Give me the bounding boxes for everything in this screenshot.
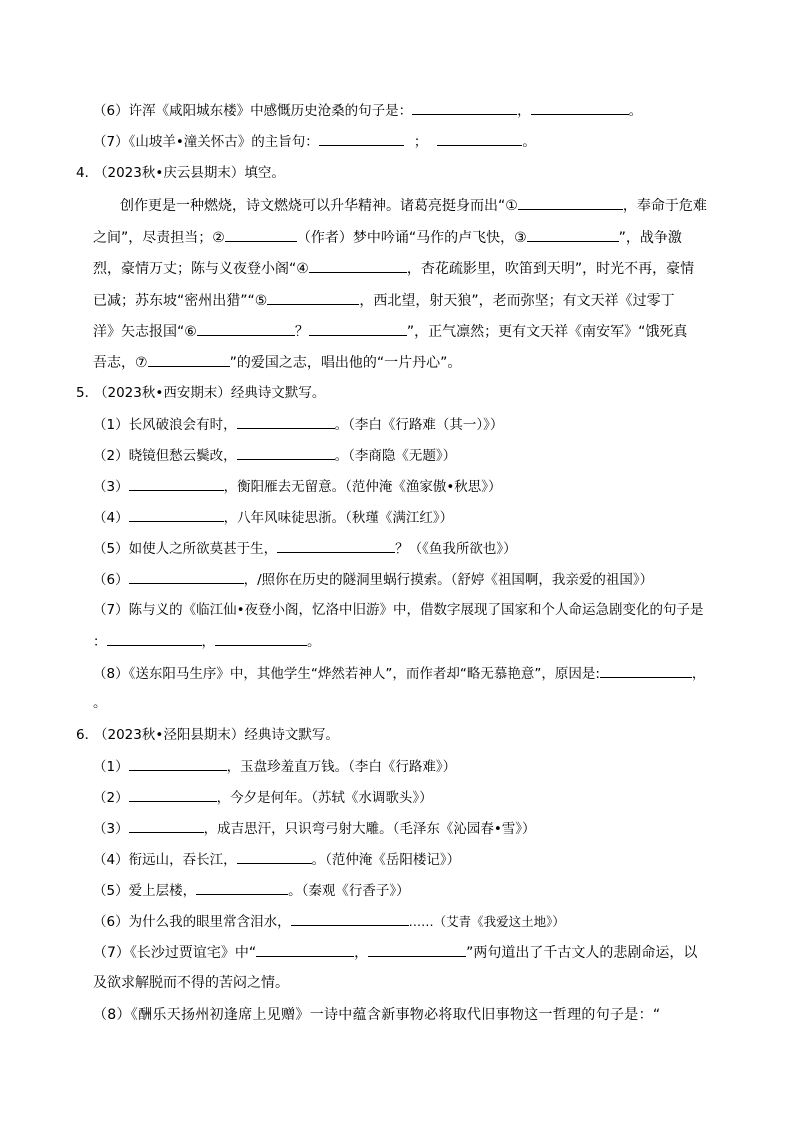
answer-blank[interactable]: [148, 352, 230, 367]
q6-item-5: [93, 880, 410, 901]
text: ，今夕是何年。（苏轼《水调歌头》）: [216, 790, 433, 806]
text: ，八年风味徒思浙。（秋瑾《满江红》）: [223, 510, 454, 526]
answer-blank[interactable]: [225, 227, 297, 242]
circled-number: ⑥: [184, 324, 197, 340]
text: （7）陈与义的《临江仙•夜登小阁，忆洛中旧游》中，借数字展现了国家和个人命运急剧变化的句子是: [93, 602, 704, 618]
q5-item-1: [93, 414, 503, 435]
text: 之间”，尽责担当；: [93, 230, 213, 246]
text: （6）为什么我的眼里常含泪水，: [93, 914, 291, 930]
answer-blank[interactable]: [600, 663, 692, 678]
text: ？（《鱼我所欲也》）: [395, 541, 517, 557]
q5-item-4: [93, 507, 453, 528]
text: ”两句道出了千古文人的悲剧命运，以: [466, 945, 698, 961]
text: ”的爱国之志，唱出他的“一片丹心”。: [229, 355, 462, 371]
text: （7）《长沙过贾谊宅》中“: [93, 945, 257, 961]
punct: 。: [93, 695, 107, 711]
q4-line-1: [120, 195, 707, 216]
text: （3）: [93, 479, 129, 495]
text: 。（范仲淹《岳阳楼记》）: [311, 852, 461, 868]
q6-item-4: [93, 849, 460, 870]
answer-blank[interactable]: [256, 942, 354, 957]
circled-number: ⑦: [135, 355, 148, 371]
answer-blank[interactable]: [129, 756, 227, 771]
text: ，成吉思汗，只识弯弓射大雕。（毛泽东《沁园春•雪》）: [203, 821, 536, 837]
answer-blank[interactable]: [129, 787, 217, 802]
q3-item-7: [93, 131, 536, 152]
text: （5）如使人之所欲莫甚于生，: [93, 541, 278, 557]
answer-blank[interactable]: [319, 131, 404, 146]
answer-blank[interactable]: [129, 569, 244, 584]
text: ，/照你在历史的隧洞里蜗行摸索。（舒婷《祖国啊，我亲爱的祖国》）: [243, 572, 654, 588]
q4-line-4: [93, 290, 675, 311]
q6-item-7: [93, 942, 697, 963]
q6-item-1: [93, 756, 456, 777]
question-source: （2023秋•泾阳县期末）经典诗文默写。: [94, 727, 339, 743]
q3-item-6: [93, 100, 642, 121]
answer-blank[interactable]: [107, 631, 202, 646]
text: （2）: [93, 790, 129, 806]
text: （8）《送东阳马生序》中，其他学生“烨然若神人”，而作者却“略无慕艳意”，原因是:: [93, 666, 600, 682]
text: ，西北望，射天狼”，老而弥坚；有文天祥《过零丁: [359, 293, 675, 309]
punct: ，: [691, 666, 706, 682]
circled-number: ⑤: [254, 293, 268, 309]
q3-item-6-text: （6）许浑《咸阳城东楼》中感慨历史沧桑的句子是：: [93, 103, 413, 119]
punct: ？: [294, 324, 309, 340]
text: ”，正气凛然；更有文天祥《南安军》“饿死真: [406, 324, 688, 340]
answer-blank[interactable]: [237, 849, 312, 864]
answer-blank[interactable]: [309, 258, 407, 273]
text: （1）: [93, 759, 129, 775]
answer-blank[interactable]: [215, 631, 307, 646]
question-source: （2023秋•庆云县期末）填空。: [94, 165, 285, 181]
text: （4）: [93, 510, 129, 526]
text: 。（李白《行路难（其一）》）: [334, 417, 504, 433]
q4-line-6: [93, 352, 461, 373]
text: （作者）梦中吟诵“马作的卢飞快，: [296, 230, 515, 246]
text: （8）《酬乐天扬州初逢席上见赠》一诗中蕴含新事物必将取代旧事物这一哲理的句子是：“: [93, 1007, 661, 1023]
text: 吾志，: [93, 355, 135, 371]
text: 烈，豪情万丈；陈与义夜登小阁“: [93, 261, 297, 277]
q5-item-7: [93, 600, 704, 620]
question-5-header: [76, 383, 325, 403]
text: ，衡阳雁去无留意。（范仲淹《渔家傲•秋思》）: [223, 479, 502, 495]
q6-item-2: [93, 787, 433, 808]
q5-item-5: [93, 538, 517, 559]
punct: 。: [628, 103, 643, 119]
answer-blank[interactable]: [237, 414, 335, 429]
text: 。（秦观《行香子》）: [288, 883, 410, 899]
q5-item-2: [93, 445, 456, 466]
text: 洋》矢志报国“: [93, 324, 185, 340]
text: （4）衔远山，吞长江，: [93, 852, 237, 868]
text: ，杏花疏影里，吹笛到天明”，时光不再，豪情: [406, 261, 695, 277]
circled-number: ②: [212, 230, 225, 246]
answer-blank[interactable]: [309, 321, 407, 336]
q6-item-3: [93, 818, 536, 839]
punct: ，: [517, 103, 531, 119]
text: 已减；苏东坡“密州出猎”“: [93, 293, 255, 309]
q6-item-7-cont: [93, 973, 289, 993]
q5-item-8: [93, 663, 705, 684]
text: ”，战争激: [618, 230, 682, 246]
q6-item-8: [93, 1005, 660, 1025]
answer-blank[interactable]: [527, 227, 619, 242]
punct: ，: [201, 634, 215, 650]
text: 创作更是一种燃烧，诗文燃烧可以升华精神。诸葛亮挺身而出“: [120, 198, 506, 214]
punct: ：: [93, 634, 107, 650]
punct: ，: [354, 945, 369, 961]
answer-blank[interactable]: [267, 290, 359, 305]
circled-number: ③: [514, 230, 527, 246]
answer-blank[interactable]: [437, 131, 522, 146]
answer-blank[interactable]: [518, 195, 623, 210]
text: ，奉命于危难: [622, 198, 707, 214]
q3-item-7-text: （7）《山坡羊•潼关怀古》的主旨句：: [93, 134, 319, 150]
q4-line-3: [93, 258, 694, 279]
text: 。（李商隐《无题》）: [334, 448, 457, 464]
answer-blank[interactable]: [129, 507, 224, 522]
question-source: （2023秋•西安期末）经典诗文默写。: [94, 385, 326, 401]
answer-blank[interactable]: [197, 321, 295, 336]
q5-item-6: [93, 569, 653, 590]
text: ，玉盘珍羞直万钱。（李白《行路难》）: [226, 759, 457, 775]
text: （6）: [93, 572, 129, 588]
question-number: 5．: [76, 385, 99, 401]
answer-blank[interactable]: [277, 538, 395, 553]
punct: ；: [413, 134, 428, 150]
answer-blank[interactable]: [531, 100, 629, 115]
circled-number: ④: [296, 261, 309, 277]
answer-blank[interactable]: [291, 911, 409, 926]
answer-blank[interactable]: [129, 818, 204, 833]
question-4-header: [76, 163, 285, 183]
text: （5）爱上层楼，: [93, 883, 197, 899]
text: （3）: [93, 821, 129, 837]
answer-blank[interactable]: [237, 445, 335, 460]
q4-line-5: [93, 321, 687, 342]
q5-item-8-cont: [93, 693, 107, 713]
answer-blank[interactable]: [129, 476, 224, 491]
text: （1）长风破浪会有时，: [93, 417, 237, 433]
q5-item-7-cont: [93, 631, 321, 652]
q4-line-2: [93, 227, 682, 248]
answer-blank[interactable]: [368, 942, 466, 957]
text: 及欲求解脱而不得的苦闷之情。: [93, 975, 289, 991]
q5-item-3: [93, 476, 502, 497]
punct: 。: [522, 134, 536, 150]
question-number: 4．: [76, 165, 99, 181]
q6-item-6: [93, 911, 565, 932]
circled-number: ①: [505, 198, 518, 214]
answer-blank[interactable]: [412, 100, 517, 115]
question-number: 6．: [76, 727, 99, 743]
text: （2）晓镜但愁云鬓改，: [93, 448, 237, 464]
answer-blank[interactable]: [196, 880, 288, 895]
punct: 。: [307, 634, 321, 650]
question-6-header: [76, 725, 339, 745]
text: ……（艾青《我爱这土地》）: [408, 914, 565, 929]
